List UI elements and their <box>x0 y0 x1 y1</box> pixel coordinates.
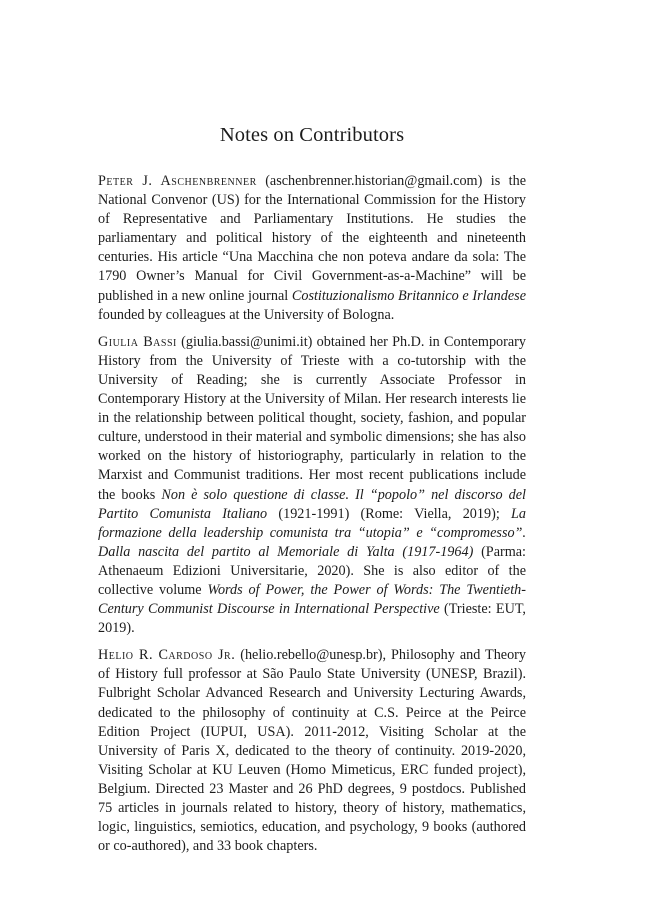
page-title: Notes on Contributors <box>219 124 405 146</box>
contributor-bio-text: (1921-1991) (Rome: Viella, 2019); <box>267 505 512 522</box>
contributor-entry-aschenbrenner <box>98 172 526 325</box>
contributor-bio-italic-title: Words of Power, the Power of Words: The Twentieth-Century Communist Discourse in International Perspective <box>98 581 526 618</box>
contributor-entry-cardoso <box>98 646 526 856</box>
contributor-name: Peter J. Aschenbrenner <box>98 173 257 189</box>
contributor-bio-italic-title: Non è solo questione di classe. Il “popolo” nel discorso del Partito Comunista Italiano <box>98 486 526 522</box>
contributor-list <box>98 172 526 864</box>
contributor-bio-text: (helio.rebello@unesp.br), Philosophy and Theory of History full professor at São Paulo State University (UNESP, Brazil). Fulbright Scholar Advanced Research and University Lecturing Awards, dedicated to the philosophy of continuity at C.S. Peirce at the Peirce Edition Project (IUPUI, USA). 2011-2012, Visiting Scholar at the University of Paris X, dedicated to the theory of continuity. 2019-2020, Visiting Scholar at KU Leuven (Homo Mimeticus, ERC funded project), Belgium. Directed 23 Master and 26 PhD degrees, 9 postdocs. Published 75 articles in journals related to history, theory of history, mathematics, logic, linguistics, semiotics, education, and psychology, 9 books (authored or co-authored), and 33 book chapters. <box>98 647 527 855</box>
contributor-bio-text: (Parma: Athenaeum Edizioni Universitarie, 2020). She is also editor of the collective volume <box>98 543 526 598</box>
contributor-bio-italic-title: Costituzionalismo Britannico e Irlandese <box>291 287 526 304</box>
contributor-bio-text: (aschenbrenner.historian@gmail.com) is the National Convenor (US) for the International Commission for the History of Representative and Parliamentary Institutions. He studies the parliamentary and political history of the eighteenth and nineteenth centuries. His article “Una Macchina che non poteva andare da sola: The 1790 Owner’s Manual for Civil Government-as-a-Machine” will be published in a new online journal <box>98 173 526 304</box>
contributor-name: Helio R. Cardoso Jr. <box>98 647 236 664</box>
contributor-entry-bassi <box>98 333 526 639</box>
contributor-bio-text: founded by colleagues at the University of Bologna. <box>98 306 395 323</box>
contributor-bio-italic-title: La formazione della leadership comunista tra “utopia” e “compromesso”. Dalla nascita del partito al Memoriale di Yalta (1917-1964) <box>98 505 526 560</box>
contributor-bio-text: (giulia.bassi@unimi.it) obtained her Ph.D. in Contemporary History from the University of Trieste with a co-tutorship with the University of Reading; she is currently Associate Professor in Contemporary History at the University of Milan. Her research interests lie in the relationship between political thought, society, fashion, and popular culture, understood in their material and symbolic dimensions; she has also worked on the history of historiography, particularly in relation to the Marxist and Communist traditions. Her most recent publications include the books <box>98 333 526 503</box>
contributor-name: Giulia Bassi <box>98 333 177 350</box>
contributor-bio-text: (Trieste: EUT, 2019). <box>98 601 526 637</box>
